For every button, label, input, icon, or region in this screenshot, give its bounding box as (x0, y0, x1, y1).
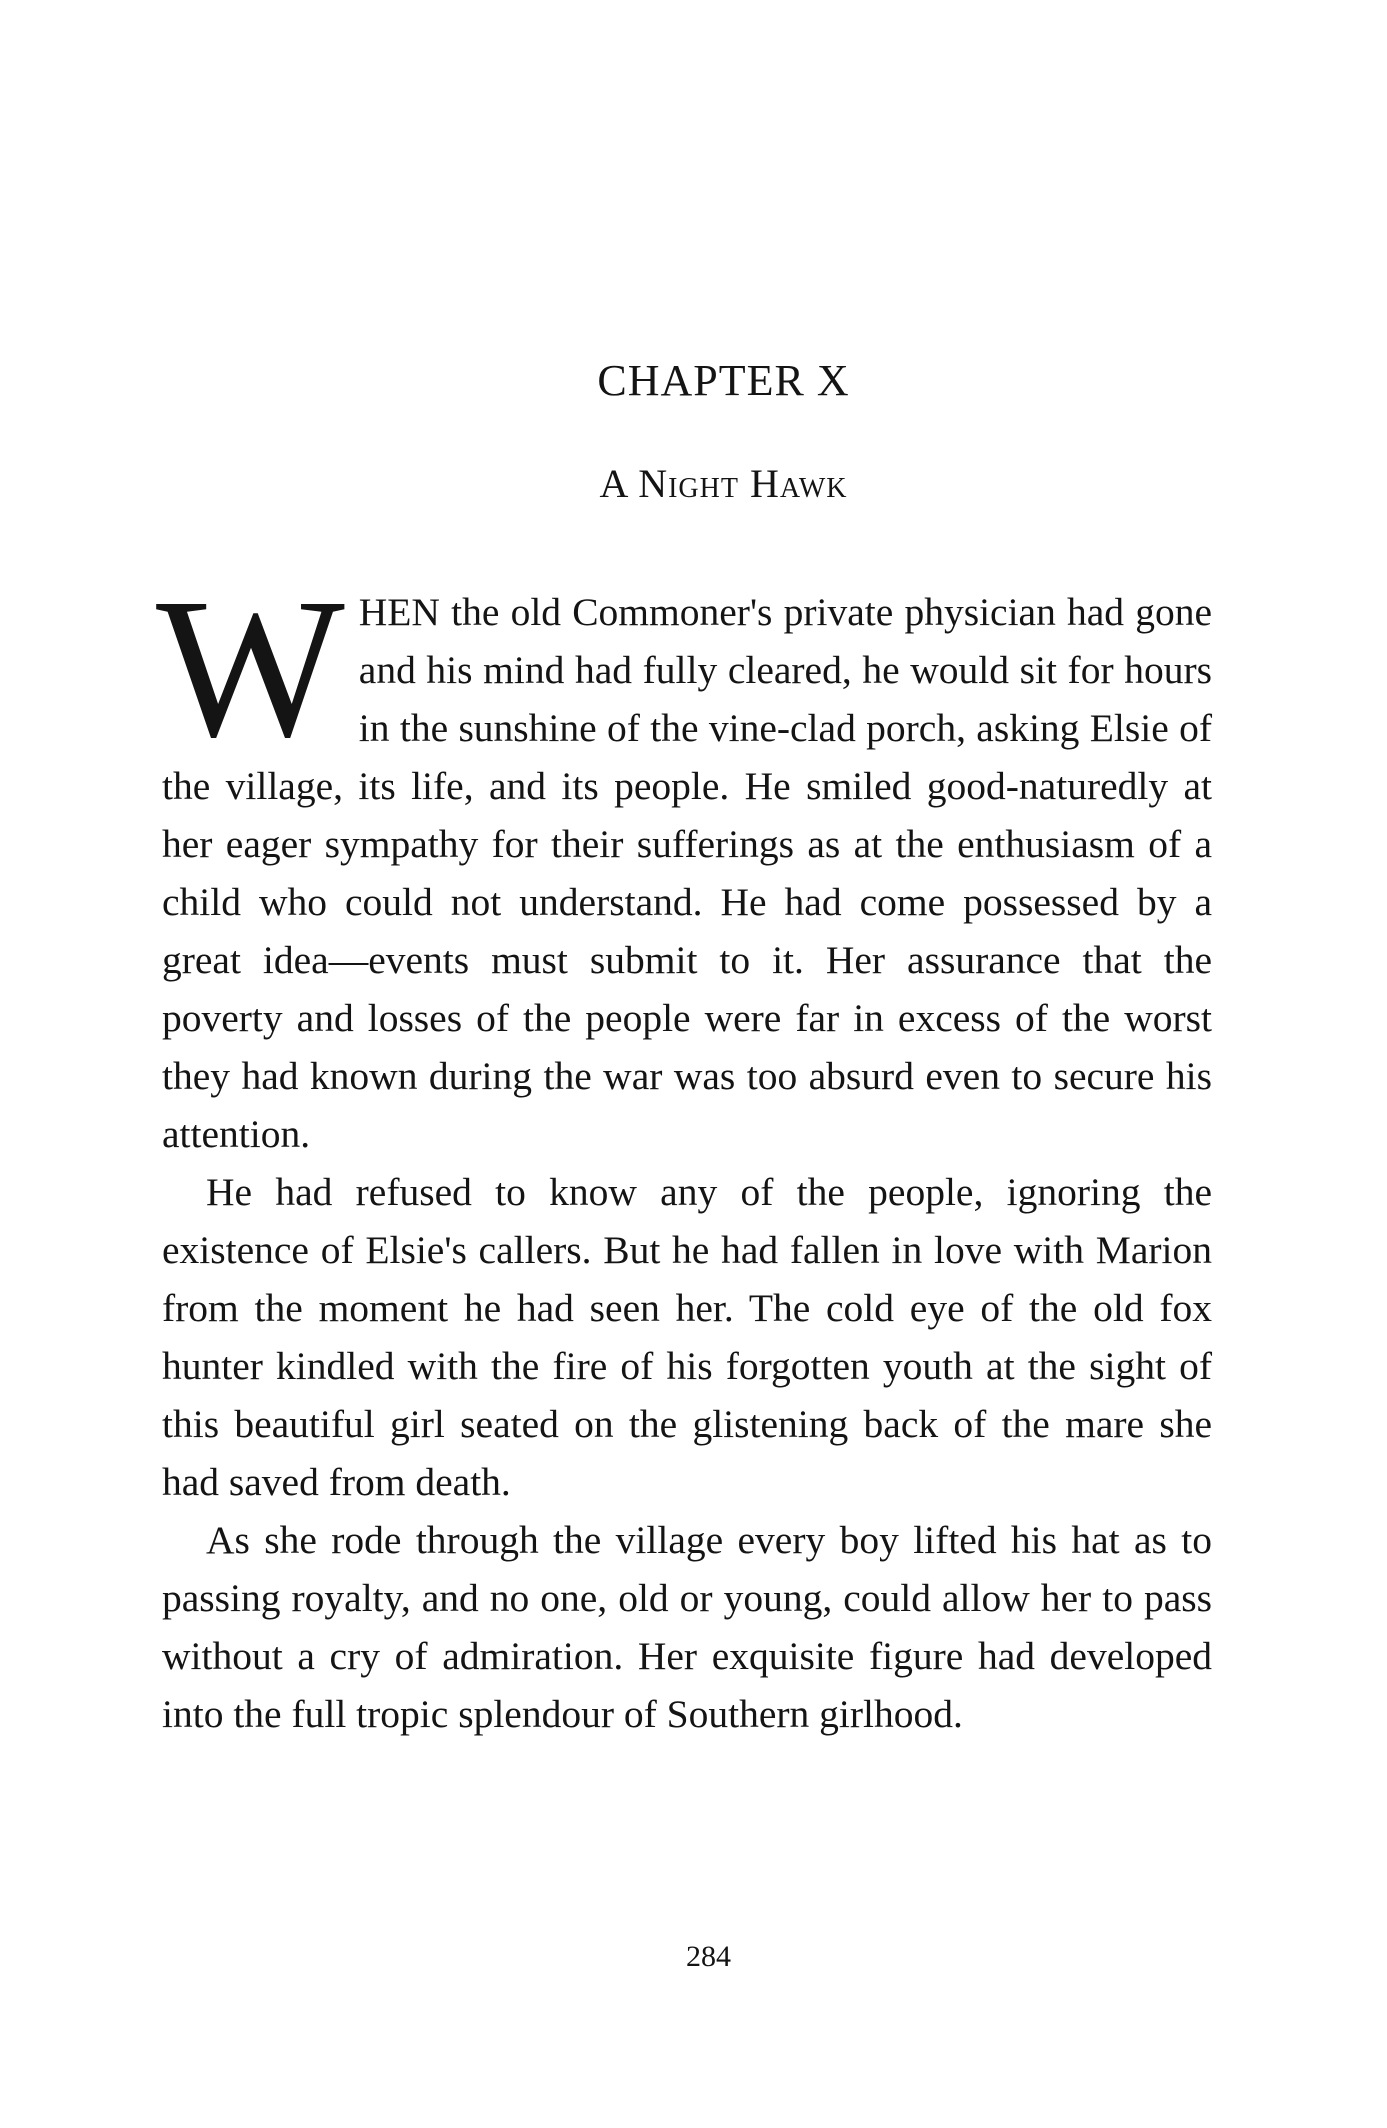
paragraph-1 (156, 558, 1212, 1163)
paragraph-1-text: HEN the old Commoner's private physician had gone and his mind had fully cleared, he would sit for hours in the sunshine of the vine-clad porch, asking Elsie of the village, its life, and its people. He smiled good-naturedly at her eager sympathy for their sufferings as at the enthusiasm of a child who could not understand. He had come possessed by a great idea—events must submit to it. Her assurance that the poverty and losses of the people were far in excess of the worst they had known during the war was too absurd even to secure his attention. (162, 590, 1212, 1156)
chapter-subtitle: A Night Hawk (599, 461, 848, 506)
paragraph-3: As she rode through the village every boy lifted his hat as to passing royalty, and no one, old or young, could allow her to pass without a cry of admiration. Her exquisite figure had developed into the full tropic splendour of Southern girlhood. (162, 1518, 1212, 1736)
drop-cap: W (156, 558, 345, 779)
page-number: 284 (686, 1940, 731, 1973)
paragraph-2: He had refused to know any of the people, ignoring the existence of Elsie's callers. But he had fallen in love with Marion from the moment he had seen her. The cold eye of the old fox hunter kindled with the fire of his forgotten youth at the sight of this beautiful girl seated on the glistening back of the mare she had saved from death. (162, 1170, 1212, 1504)
chapter-heading: CHAPTER X (597, 356, 850, 405)
body-text (156, 558, 1212, 1743)
